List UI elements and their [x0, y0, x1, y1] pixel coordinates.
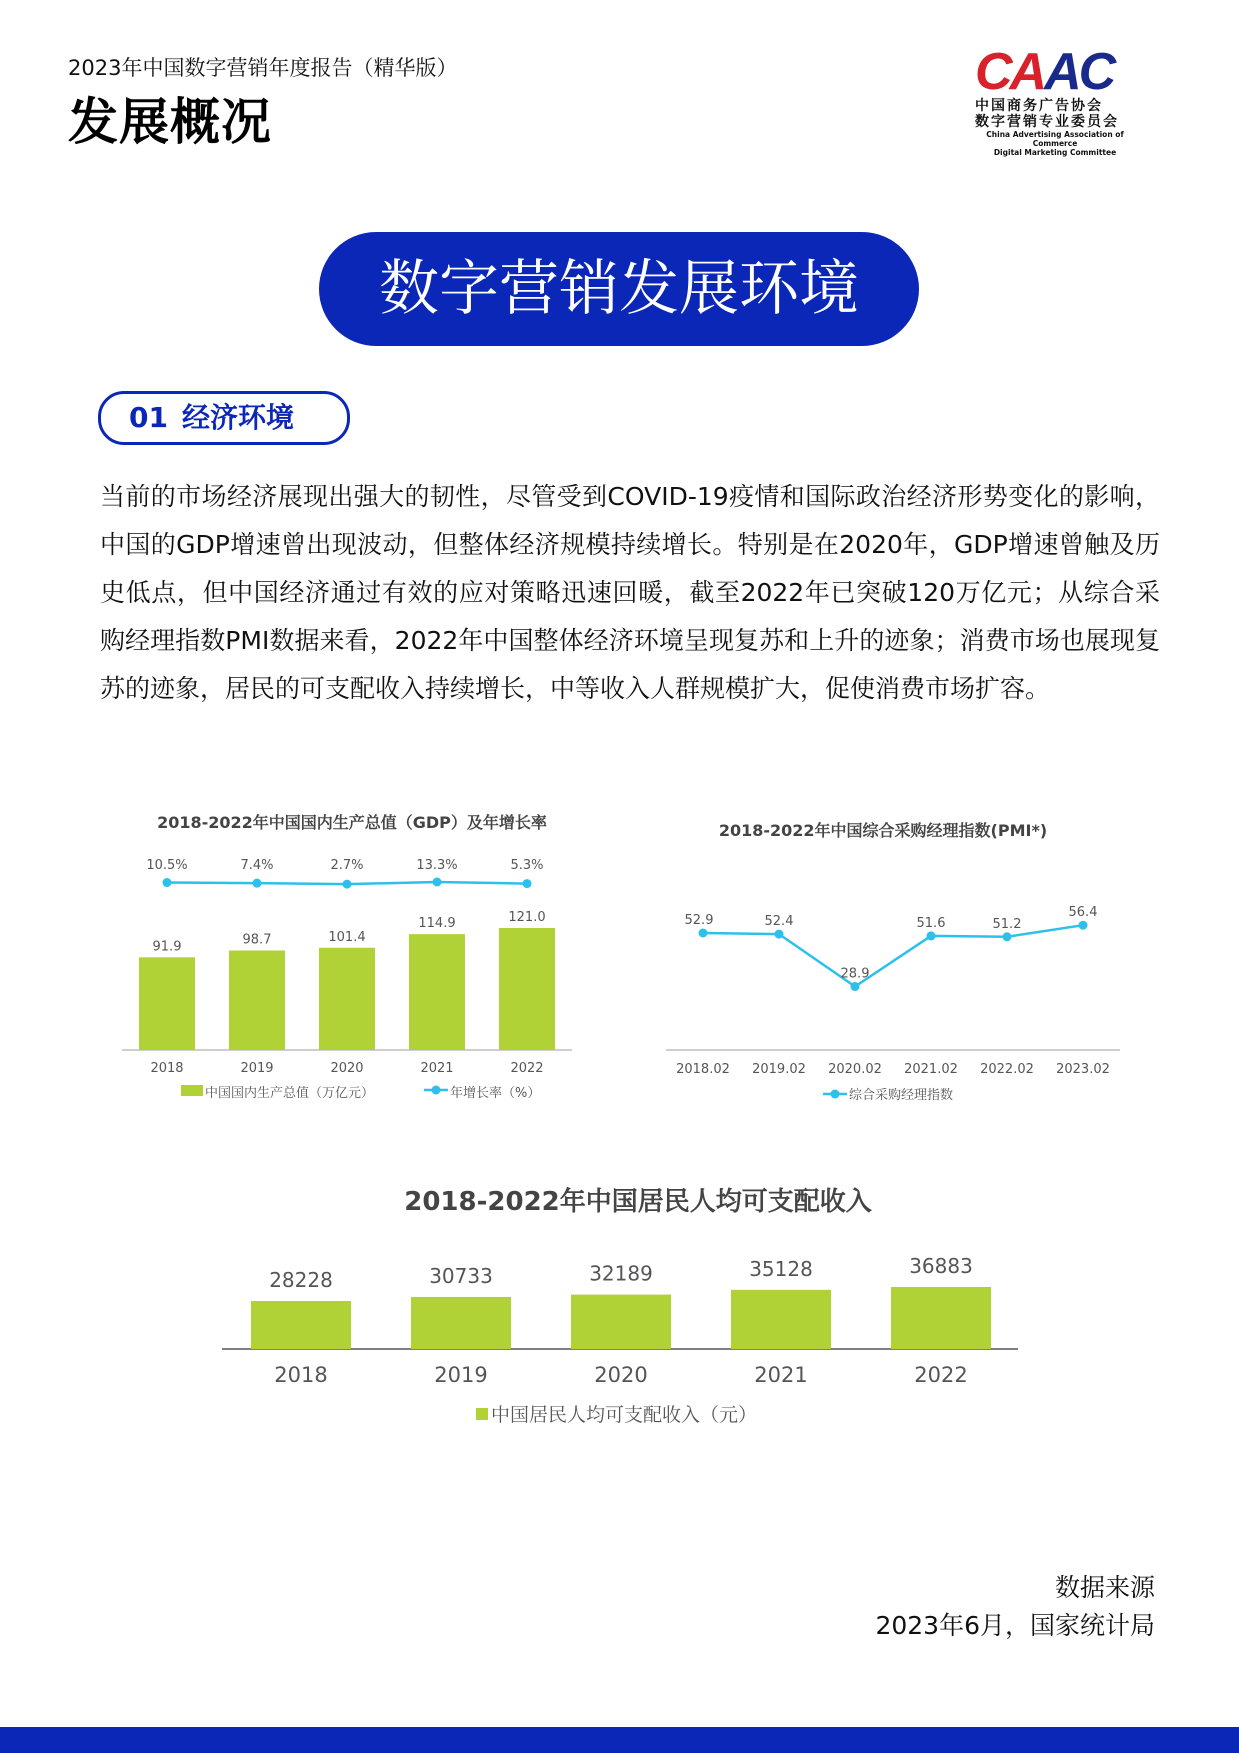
- gdp-bar-value-label: 91.9: [152, 939, 182, 955]
- growth-rate-point: [253, 879, 262, 888]
- legend-swatch-bar: [476, 1408, 488, 1420]
- legend-label: 中国居民人均可支配收入（元）: [491, 1404, 758, 1426]
- growth-rate-label: 5.3%: [510, 858, 544, 873]
- gdp-bar-value-label: 101.4: [328, 929, 366, 945]
- report-subtitle: 2023年中国数字营销年度报告（精华版）: [68, 56, 458, 80]
- pmi-line: [703, 925, 1083, 986]
- gdp-bar: [229, 950, 285, 1050]
- x-tick-label: 2022: [914, 1363, 968, 1387]
- legend-label: 中国国内生产总值（万亿元）: [205, 1086, 375, 1101]
- section-title: 经济环境: [181, 401, 294, 434]
- section-banner: 数字营销发展环境: [319, 232, 919, 346]
- pmi-point: [851, 982, 860, 991]
- source-detail: 2023年6月，国家统计局: [875, 1611, 1155, 1640]
- gdp-bar-value-label: 98.7: [242, 932, 272, 948]
- income-bar-value-label: 30733: [429, 1263, 493, 1288]
- x-tick-label: 2023.02: [1056, 1062, 1110, 1077]
- section-number: 01: [129, 401, 168, 434]
- growth-rate-label: 7.4%: [240, 858, 274, 873]
- x-tick-label: 2018.02: [676, 1062, 730, 1077]
- logo-org-line2: 数字营销专业委员会: [975, 114, 1119, 130]
- gdp-bar-value-label: 114.9: [418, 916, 456, 932]
- income-bar-value-label: 35128: [749, 1256, 813, 1281]
- pmi-point: [927, 931, 936, 940]
- x-tick-label: 2022: [510, 1061, 544, 1076]
- pmi-value-label: 51.6: [916, 915, 946, 931]
- income-bar-value-label: 32189: [589, 1261, 653, 1286]
- gdp-bar-value-label: 121.0: [508, 909, 546, 925]
- growth-rate-point: [523, 879, 532, 888]
- x-tick-label: 2020: [594, 1363, 648, 1387]
- income-bar: [891, 1287, 991, 1349]
- legend-label: 综合采购经理指数: [849, 1088, 954, 1103]
- chart-title: 2018-2022年中国国内生产总值（GDP）及年增长率: [157, 813, 547, 832]
- growth-rate-label: 13.3%: [416, 858, 458, 873]
- x-tick-label: 2022.02: [980, 1062, 1034, 1077]
- pmi-value-label: 28.9: [840, 966, 870, 982]
- x-tick-label: 2021: [420, 1061, 454, 1076]
- logo-mark-part2: AC: [1044, 43, 1114, 101]
- x-tick-label: 2021: [754, 1363, 808, 1387]
- pmi-point: [1003, 932, 1012, 941]
- growth-rate-label: 10.5%: [146, 858, 188, 873]
- income-bar: [251, 1301, 351, 1349]
- growth-rate-point: [433, 878, 442, 887]
- growth-rate-label: 2.7%: [330, 858, 364, 873]
- income-bar: [731, 1290, 831, 1349]
- pmi-value-label: 52.9: [684, 913, 714, 928]
- pmi-value-label: 56.4: [1068, 905, 1098, 921]
- pmi-value-label: 51.2: [992, 916, 1022, 932]
- x-tick-label: 2021.02: [904, 1062, 958, 1077]
- x-tick-label: 2019: [434, 1363, 488, 1387]
- growth-rate-point: [163, 878, 172, 887]
- legend-swatch-bar: [181, 1085, 203, 1096]
- gdp-bar: [319, 948, 375, 1050]
- x-tick-label: 2020: [330, 1061, 364, 1076]
- income-bar-value-label: 28228: [269, 1268, 333, 1292]
- gdp-bar: [139, 957, 195, 1050]
- income-chart: [222, 1186, 1018, 1426]
- gdp-chart: [122, 813, 572, 1101]
- chart-title: 2018-2022年中国居民人均可支配收入: [404, 1187, 872, 1217]
- x-tick-label: 2018: [274, 1363, 328, 1387]
- logo-org-en-line1: China Advertising Association of Commerce: [986, 130, 1124, 148]
- body-paragraph: 当前的市场经济展现出强大的韧性，尽管受到COVID-19疫情和国际政治经济形势变化的影响，中国的GDP增速曾出现波动，但整体经济规模持续增长。特别是在2020年，GDP增速曾触及历史低点，但中国经济通过有效的应对策略迅速回暖，截至2022年已突破120万亿元；从综合采购经理指数PMI数据来看，2022年中国整体经济环境呈现复苏和上升的迹象；消费市场也展现复苏的迹象，居民的可支配收入持续增长，中等收入人群规模扩大，促使消费市场扩容。: [100, 482, 1160, 703]
- x-tick-label: 2018: [150, 1061, 184, 1076]
- source-label: 数据来源: [1054, 1573, 1155, 1602]
- income-bar: [571, 1295, 671, 1349]
- logo-org-en-line2: Digital Marketing Committee: [993, 148, 1117, 157]
- chart-title: 2018-2022年中国综合采购经理指数(PMI*): [718, 821, 1048, 840]
- pmi-chart: [666, 821, 1120, 1103]
- page-title: 发展概况: [68, 93, 272, 151]
- x-tick-label: 2019: [240, 1061, 274, 1076]
- legend-swatch-point: [831, 1090, 840, 1099]
- legend-label: 年增长率（%）: [450, 1086, 541, 1101]
- x-tick-label: 2020.02: [828, 1062, 882, 1077]
- pmi-point: [699, 929, 708, 938]
- growth-rate-point: [343, 880, 352, 889]
- logo-mark-part1: CA: [975, 43, 1045, 101]
- x-tick-label: 2019.02: [752, 1062, 806, 1077]
- pmi-value-label: 52.4: [764, 914, 794, 930]
- pmi-point: [775, 930, 784, 939]
- logo-org-line1: 中国商务广告协会: [975, 98, 1103, 114]
- income-bar: [411, 1297, 511, 1349]
- gdp-bar: [499, 928, 555, 1050]
- income-bar-value-label: 36883: [909, 1254, 973, 1278]
- pmi-point: [1079, 921, 1088, 930]
- footer-bar: [0, 1727, 1239, 1753]
- legend-swatch-point: [432, 1086, 441, 1095]
- gdp-bar: [409, 934, 465, 1050]
